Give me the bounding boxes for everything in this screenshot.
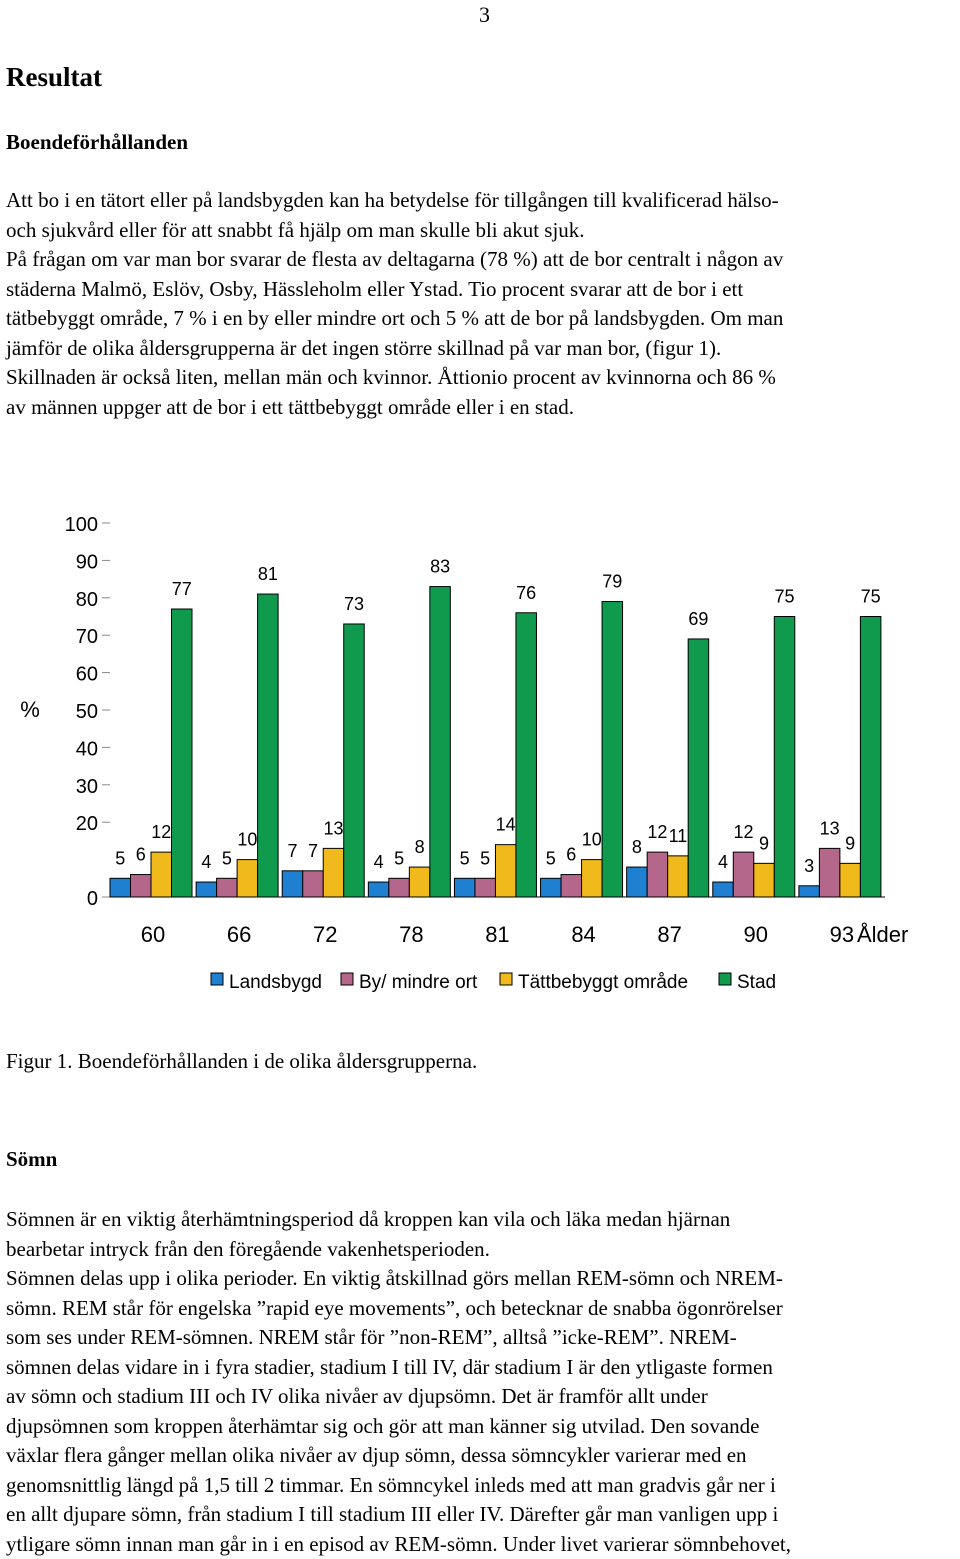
legend-label: Stad	[737, 972, 776, 993]
y-tick-label: 30	[76, 776, 98, 798]
data-label: 73	[344, 594, 364, 614]
y-tick-label: 50	[76, 701, 98, 723]
text-line: Skillnaden är också liten, mellan män och kvinnor. Åttionio procent av kvinnorna och 86 %	[6, 363, 954, 393]
section-title-boende: Boendeförhållanden	[6, 130, 188, 155]
data-label: 4	[374, 852, 384, 872]
bar-tättbebyggt-område-87	[668, 856, 689, 897]
bar-by-mindre-ort-93	[819, 848, 840, 897]
text-line: sömn. REM står för engelska ”rapid eye movements”, och betecknar de snabba ögonrörelser	[6, 1294, 954, 1324]
text-line: genomsnittlig längd på 1,5 till 2 timmar. En sömncykel inleds med att man gradvis går ner i	[6, 1471, 954, 1501]
data-label: 6	[566, 845, 576, 865]
text-line: städerna Malmö, Eslöv, Osby, Hässleholm eller Ystad. Tio procent svarar att de bor i ett	[6, 275, 954, 305]
bar-stad-78	[430, 587, 451, 897]
y-tick-label: 80	[76, 589, 98, 611]
y-tick-label: 100	[65, 514, 98, 536]
bar-by-mindre-ort-87	[647, 852, 668, 897]
data-label: 83	[430, 557, 450, 577]
text-line: På frågan om var man bor svarar de flesta av deltagarna (78 %) att de bor centralt i någon av	[6, 245, 954, 275]
data-label: 4	[201, 852, 211, 872]
legend-swatch	[341, 973, 353, 985]
bar-stad-81	[516, 613, 537, 897]
x-tick-label: 78	[399, 922, 423, 947]
y-tick-label: 90	[76, 551, 98, 573]
data-label: 12	[151, 822, 171, 842]
data-label: 5	[480, 848, 490, 868]
text-line: jämför de olika åldersgrupperna är det ingen större skillnad på var man bor, (figur 1).	[6, 334, 954, 364]
data-label: 10	[582, 830, 602, 850]
x-tick-label: 60	[141, 922, 165, 947]
data-label: 13	[323, 818, 343, 838]
data-label: 7	[308, 841, 318, 861]
bar-stad-87	[688, 639, 709, 897]
section-title-somn: Sömn	[6, 1147, 57, 1172]
paragraph-boende	[6, 186, 954, 422]
text-line: sömnen delas vidare in i fyra stadier, stadium I till IV, där stadium I är den ytligaste formen	[6, 1353, 954, 1383]
bar-landsbygd-78	[368, 882, 389, 897]
data-label: 76	[516, 583, 536, 603]
legend-label: Landsbygd	[229, 972, 322, 993]
bar-tättbebyggt-område-84	[582, 860, 603, 897]
paragraph-somn	[6, 1205, 954, 1559]
x-tick-label: 66	[227, 922, 251, 947]
legend-label: By/ mindre ort	[359, 972, 478, 993]
bar-tättbebyggt-område-90	[754, 863, 775, 897]
text-line: som ses under REM-sömnen. NREM står för ”non-REM”, alltså ”icke-REM”. NREM-	[6, 1323, 954, 1353]
data-label: 4	[718, 852, 728, 872]
data-label: 13	[820, 818, 840, 838]
bar-tättbebyggt-område-78	[409, 867, 430, 897]
data-label: 5	[546, 848, 556, 868]
data-label: 8	[415, 837, 425, 857]
data-label: 9	[845, 833, 855, 853]
bar-landsbygd-87	[627, 867, 648, 897]
bar-by-mindre-ort-81	[475, 878, 496, 897]
text-line: av sömn och stadium III och IV olika nivåer av djupsömn. Det är framför allt under	[6, 1382, 954, 1412]
data-label: 75	[775, 587, 795, 607]
bar-tättbebyggt-område-81	[495, 845, 516, 897]
bar-landsbygd-66	[196, 882, 217, 897]
page-number: 3	[479, 2, 490, 28]
x-tick-label: 72	[313, 922, 337, 947]
y-tick-label: 60	[76, 664, 98, 686]
data-label: 12	[647, 822, 667, 842]
x-axis-label: Ålder	[857, 922, 908, 947]
legend-swatch	[211, 973, 223, 985]
bar-by-mindre-ort-66	[217, 878, 238, 897]
figure-caption: Figur 1. Boendeförhållanden i de olika åldersgrupperna.	[6, 1049, 477, 1074]
text-line: Att bo i en tätort eller på landsbygden kan ha betydelse för tillgången till kvalificerad hälso-	[6, 186, 954, 216]
y-tick-label: 0	[87, 888, 98, 910]
text-line: bearbetar intryck från den föregående vakenhetsperioden.	[6, 1235, 954, 1265]
legend-swatch	[719, 973, 731, 985]
bar-landsbygd-84	[541, 878, 562, 897]
y-tick-label: 20	[76, 813, 98, 835]
text-line: Sömnen är en viktig återhämtningsperiod då kroppen kan vila och läka medan hjärnan	[6, 1205, 954, 1235]
data-label: 79	[602, 572, 622, 592]
data-label: 5	[222, 848, 232, 868]
text-line: av männen uppger att de bor i ett tättbebyggt område eller i en stad.	[6, 393, 954, 423]
data-label: 7	[287, 841, 297, 861]
data-label: 81	[258, 564, 278, 584]
page-heading: Resultat	[6, 62, 102, 93]
y-tick-label: 70	[76, 626, 98, 648]
bar-landsbygd-72	[282, 871, 303, 897]
data-label: 3	[804, 856, 814, 876]
figure-1-chart	[0, 495, 960, 1015]
y-axis-label: %	[20, 697, 40, 722]
bar-stad-60	[172, 609, 193, 897]
data-label: 11	[669, 826, 688, 846]
x-tick-label: 90	[744, 922, 768, 947]
bar-landsbygd-90	[713, 882, 734, 897]
bar-tättbebyggt-område-66	[237, 860, 258, 897]
data-label: 77	[172, 579, 192, 599]
legend-swatch	[500, 973, 512, 985]
data-label: 5	[394, 848, 404, 868]
bar-landsbygd-60	[110, 878, 131, 897]
x-tick-label: 84	[571, 922, 595, 947]
text-line: ytligare sömn innan man går in i en episod av REM-sömn. Under livet varierar sömnbehovet,	[6, 1530, 954, 1559]
bar-landsbygd-81	[454, 878, 475, 897]
data-label: 69	[688, 609, 708, 629]
bar-stad-72	[344, 624, 365, 897]
bar-tättbebyggt-område-60	[151, 852, 172, 897]
data-label: 5	[460, 848, 470, 868]
bar-tättbebyggt-område-93	[840, 863, 861, 897]
bar-by-mindre-ort-78	[389, 878, 410, 897]
data-label: 14	[496, 815, 516, 835]
bar-stad-93	[860, 617, 881, 898]
text-line: djupsömnen som kroppen återhämtar sig och gör att man känner sig utvilad. Den sovande	[6, 1412, 954, 1442]
text-line: tätbebyggt område, 7 % i en by eller mindre ort och 5 % att de bor på landsbygden. Om man	[6, 304, 954, 334]
data-label: 6	[136, 845, 146, 865]
x-tick-label: 93	[830, 922, 854, 947]
data-label: 9	[759, 833, 769, 853]
bar-stad-90	[774, 617, 795, 898]
data-label: 12	[734, 822, 754, 842]
bar-by-mindre-ort-60	[131, 875, 152, 897]
bar-landsbygd-93	[799, 886, 820, 897]
bar-stad-84	[602, 602, 623, 897]
text-line: och sjukvård eller för att snabbt få hjälp om man skulle bli akut sjuk.	[6, 216, 954, 246]
text-line: Sömnen delas upp i olika perioder. En viktig åtskillnad görs mellan REM-sömn och NREM-	[6, 1264, 954, 1294]
bar-stad-66	[258, 594, 279, 897]
data-label: 10	[237, 830, 257, 850]
data-label: 5	[115, 848, 125, 868]
x-tick-label: 87	[657, 922, 681, 947]
y-tick-label: 40	[76, 738, 98, 760]
bar-tättbebyggt-område-72	[323, 848, 344, 897]
bar-by-mindre-ort-84	[561, 875, 582, 897]
bar-by-mindre-ort-72	[303, 871, 324, 897]
data-label: 8	[632, 837, 642, 857]
text-line: växlar flera gånger mellan olika nivåer av djup sömn, dessa sömncykler varierar med en	[6, 1441, 954, 1471]
x-tick-label: 81	[485, 922, 509, 947]
data-label: 75	[861, 587, 881, 607]
text-line: en allt djupare sömn, från stadium I till stadium III eller IV. Därefter går man vanligen upp i	[6, 1500, 954, 1530]
bar-chart	[0, 495, 960, 1015]
legend-label: Tättbebyggt område	[518, 972, 688, 993]
bar-by-mindre-ort-90	[733, 852, 754, 897]
